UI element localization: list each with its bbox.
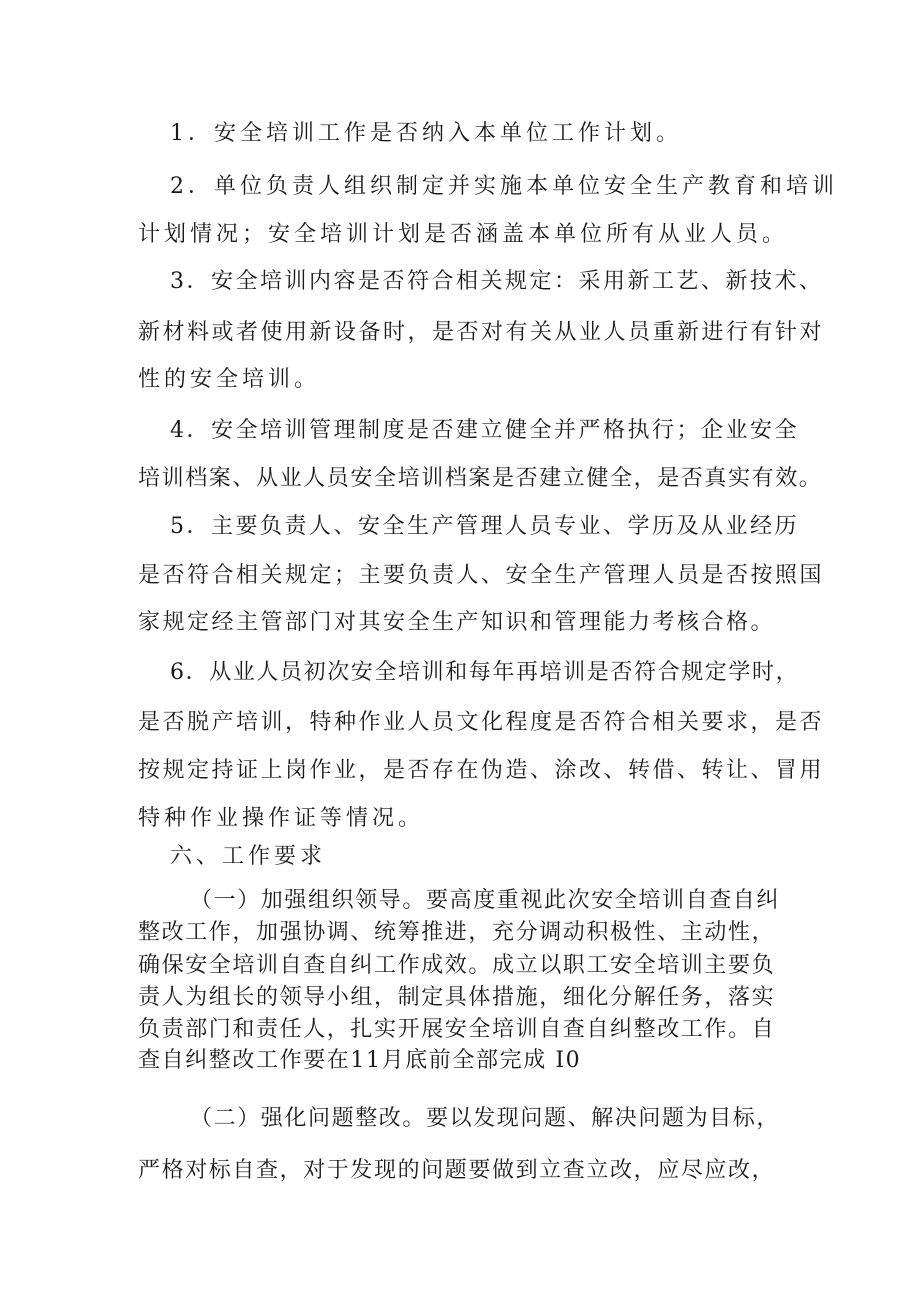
item-1-line-1: 1．安全培训工作是否纳入本单位工作计划。 — [170, 121, 682, 146]
item-5-line-3: 家规定经主管部门对其安全生产知识和管理能力考核合格。 — [138, 610, 776, 635]
req-2-line-2: 严格对标自查，对于发现的问题要做到立查立改，应尽应改， — [138, 1158, 776, 1183]
req-1-line-5: 负责部门和责任人，扎实开展安全培训自查自纠整改工作。自 — [138, 1017, 776, 1042]
item-4-line-1: 4．安全培训管理制度是否建立健全并严格执行；企业安全 — [170, 418, 799, 443]
req-1-line-2: 整改工作，加强协调、统筹推进，充分调动积极性、主动性， — [138, 920, 776, 945]
item-3-line-1: 3．安全培训内容是否符合相关规定：采用新工艺、新技术、 — [170, 269, 824, 294]
item-6-line-3: 按规定持证上岗作业，是否存在伪造、涂改、转借、转让、冒用 — [138, 758, 825, 783]
req-1-line-6: 查自纠整改工作要在11月底前全部完成 I0 — [138, 1048, 582, 1073]
item-6-line-4: 特种作业操作证等情况。 — [138, 806, 425, 831]
item-3-line-2: 新材料或者使用新设备时，是否对有关从业人员重新进行有针对 — [138, 320, 825, 345]
item-5-line-1: 5．主要负责人、安全生产管理人员专业、学历及从业经历 — [170, 514, 799, 539]
item-2-line-1: 2．单位负责人组织制定并实施本单位安全生产教育和培训 — [170, 174, 838, 199]
req-1-line-1: （一）加强组织领导。要高度重视此次安全培训自查自纠 — [190, 888, 781, 913]
item-3-line-3: 性的安全培训。 — [138, 367, 321, 392]
req-1-line-4: 责人为组长的领导小组，制定具体措施，细化分解任务，落实 — [138, 985, 776, 1010]
item-6-line-2: 是否脱产培训，特种作业人员文化程度是否符合相关要求，是否 — [138, 710, 825, 735]
item-4-line-2: 培训档案、从业人员安全培训档案是否建立健全，是否真实有效。 — [138, 466, 823, 491]
req-1-line-3: 确保安全培训自查自纠工作成效。成立以职工安全培训主要负 — [138, 953, 776, 978]
req-2-line-1: （二）强化问题整改。要以发现问题、解决问题为目标， — [190, 1106, 781, 1131]
item-5-line-2: 是否符合相关规定；主要负责人、安全生产管理人员是否按照国 — [138, 563, 825, 588]
item-2-line-2: 计划情况；安全培训计划是否涵盖本单位所有从业人员。 — [138, 222, 789, 247]
section-heading: 六、工作要求 — [170, 844, 327, 869]
item-6-line-1: 6．从业人员初次安全培训和每年再培训是否符合规定学时， — [170, 660, 800, 685]
